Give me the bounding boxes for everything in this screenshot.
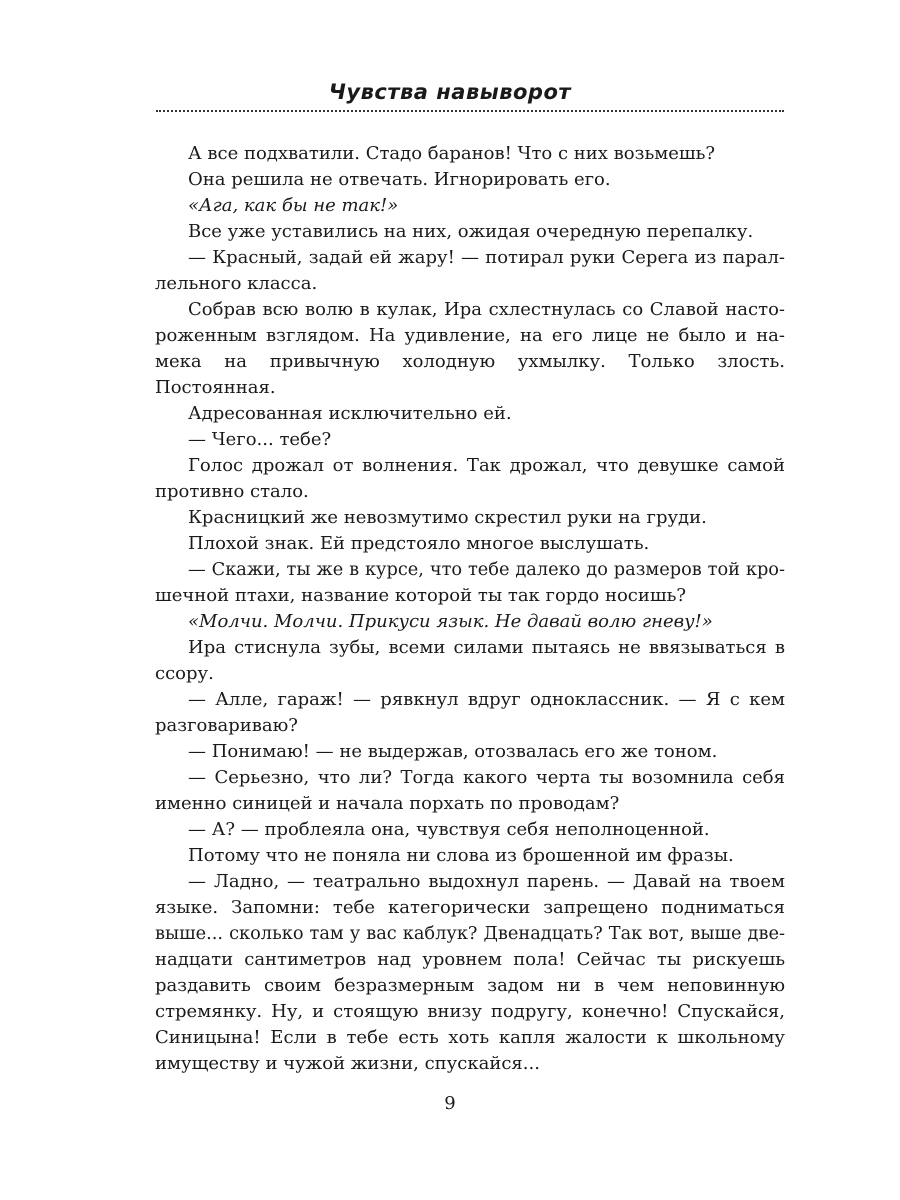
- paragraph: [155, 687, 785, 739]
- text-line: А все подхватили. Стадо баранов! Что с них возьмешь?: [188, 143, 716, 164]
- paragraph: [155, 817, 785, 843]
- text-line: «Молчи. Молчи. Прикуси язык. Не давай волю гневу!»: [188, 611, 713, 632]
- text-line: надцати сантиметров над уровнем пола! Сейчас ты рискуешь: [155, 949, 785, 970]
- text-line: — Алле, гараж! — рявкнул вдруг одноклассник. — Я с кем: [188, 689, 785, 710]
- text-line: — Серьезно, что ли? Тогда какого черта ты возомнила себя: [188, 767, 785, 788]
- text-line: — Ладно, — театрально выдохнул парень. — Давай на твоем: [188, 871, 785, 892]
- text-line: — Скажи, ты же в курсе, что тебе далеко до размеров той кро-: [188, 560, 785, 580]
- paragraph: [155, 531, 785, 557]
- text-line: раздавить своим безразмерным задом ни в чем неповинную: [155, 975, 785, 996]
- paragraph: [155, 401, 785, 427]
- paragraph: [155, 141, 785, 167]
- paragraph: [155, 167, 785, 193]
- paragraph: [155, 245, 785, 297]
- text-line: именно синицей и начала порхать по проводам?: [155, 793, 620, 814]
- text-line: Все уже уставились на них, ожидая очередную перепалку.: [188, 221, 754, 242]
- text-line: Собрав всю волю в кулак, Ира схлестнулась со Славой насто-: [188, 299, 785, 320]
- paragraph: [155, 219, 785, 245]
- text-line: — Понимаю! — не выдержав, отозвалась его же тоном.: [188, 741, 718, 762]
- paragraph: [155, 765, 785, 817]
- text-line: Ира стиснула зубы, всеми силами пытаясь не ввязываться в: [188, 637, 785, 658]
- text-line: Синицына! Если в тебе есть хоть капля жалости к школьному: [155, 1027, 785, 1048]
- body-text: [155, 141, 785, 1077]
- paragraph: [155, 427, 785, 453]
- text-line: противно стало.: [155, 481, 309, 502]
- italic-paragraph: [155, 193, 785, 219]
- paragraph: [155, 453, 785, 505]
- text-line: разговариваю?: [155, 715, 298, 736]
- italic-paragraph: [155, 609, 785, 635]
- paragraph: [155, 739, 785, 765]
- text-line: выше... сколько там у вас каблук? Двенадцать? Так вот, выше две-: [155, 924, 785, 944]
- text-line: языке. Запомни: тебе категорически запрещено подниматься: [155, 897, 785, 918]
- paragraph: [155, 297, 785, 401]
- paragraph: [155, 869, 785, 1077]
- page-number: 9: [444, 1093, 456, 1114]
- running-title: Чувства навыворот: [328, 80, 572, 104]
- text-line: имуществу и чужой жизни, спускайся...: [155, 1053, 540, 1074]
- paragraph: [155, 635, 785, 687]
- text-line: Плохой знак. Ей предстояло многое выслушать.: [188, 533, 650, 554]
- text-line: лельного класса.: [155, 273, 318, 294]
- text-line: Адресованная исключительно ей.: [188, 403, 512, 424]
- text-line: Голос дрожал от волнения. Так дрожал, что девушке самой: [188, 455, 785, 476]
- text-line: стремянку. Ну, и стоящую внизу подругу, конечно! Спускайся,: [155, 1001, 785, 1022]
- text-line: Красницкий же невозмутимо скрестил руки на груди.: [188, 507, 707, 528]
- header-dotted-rule: [156, 110, 784, 112]
- text-line: шечной птахи, название которой ты так гордо носишь?: [155, 585, 687, 606]
- text-line: роженным взглядом. На удивление, на его лице не было и на-: [155, 325, 785, 346]
- paragraph: [155, 557, 785, 609]
- text-line: — А? — проблеяла она, чувствуя себя неполноценной.: [188, 819, 710, 840]
- text-line: Она решила не отвечать. Игнорировать его.: [188, 169, 611, 190]
- text-line: «Ага, как бы не так!»: [188, 195, 399, 216]
- text-line: ссору.: [155, 663, 214, 684]
- text-line: Постоянная.: [155, 377, 276, 398]
- text-line: — Красный, задай ей жару! — потирал руки Серега из парал-: [188, 247, 785, 268]
- text-line: Потому что не поняла ни слова из брошенной им фразы.: [188, 845, 734, 866]
- paragraph: [155, 843, 785, 869]
- text-line: мека на привычную холодную ухмылку. Только злость.: [155, 351, 785, 372]
- paragraph: [155, 505, 785, 531]
- text-line: — Чего... тебе?: [188, 429, 332, 450]
